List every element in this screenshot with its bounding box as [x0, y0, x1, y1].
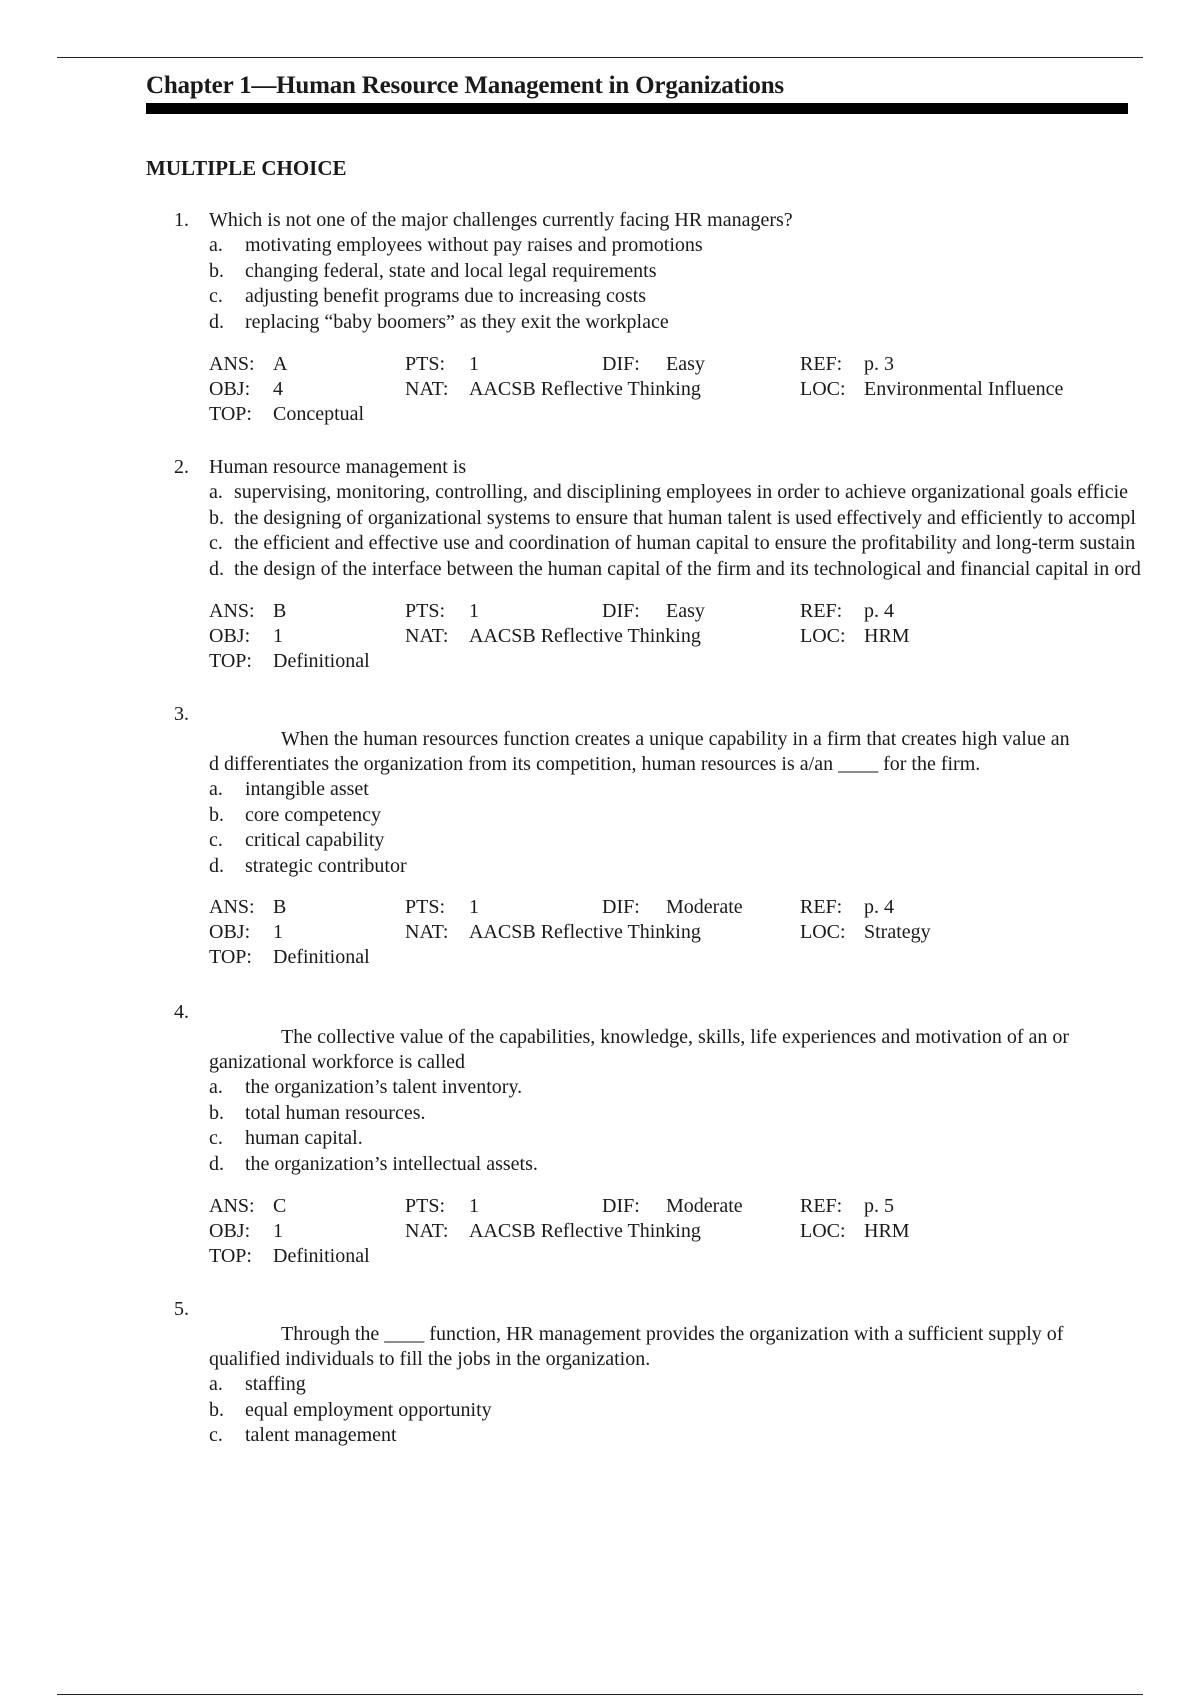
bottom-rule: [57, 1694, 1143, 1695]
meta-obj: OBJ: 4: [209, 378, 283, 400]
option-b: b. total human resources.: [209, 1101, 426, 1124]
meta-ans: ANS: B: [209, 600, 287, 622]
option-a: a. supervising, monitoring, controlling, and disciplining employees in order to achieve organizational goals efficie: [209, 481, 1129, 503]
meta-dif: DIF: Easy: [602, 600, 705, 622]
chapter-title: Chapter 1—Human Resource Management in Organizations: [146, 72, 784, 99]
option-c: c. talent management: [209, 1424, 397, 1446]
meta-ans: ANS: B: [209, 896, 287, 918]
meta-obj: OBJ: 1: [209, 1220, 283, 1242]
option-b: b. changing federal, state and local legal requirements: [209, 259, 657, 282]
question-number: 1.: [174, 209, 189, 231]
answer-metadata: [209, 599, 1159, 679]
option-d: d. replacing “baby boomers” as they exit the workplace: [209, 310, 669, 333]
meta-ans: ANS: A: [209, 353, 288, 375]
meta-ref: REF: p. 3: [800, 353, 894, 375]
meta-obj: OBJ: 1: [209, 625, 283, 647]
meta-ref: REF: p. 4: [800, 896, 894, 918]
meta-nat: NAT: AACSB Reflective Thinking: [405, 1220, 701, 1242]
answer-options: [209, 1075, 1200, 1177]
meta-pts: PTS: 1: [405, 1195, 479, 1217]
meta-pts: PTS: 1: [405, 896, 479, 918]
answer-metadata: [209, 895, 1159, 975]
meta-nat: NAT: AACSB Reflective Thinking: [405, 921, 701, 943]
meta-nat: NAT: AACSB Reflective Thinking: [405, 378, 701, 400]
meta-ref: REF: p. 4: [800, 600, 894, 622]
option-b: b. equal employment opportunity: [209, 1398, 492, 1421]
meta-top: TOP: Definitional: [209, 946, 370, 968]
question-text: Human resource management is: [209, 456, 467, 478]
meta-ref: REF: p. 5: [800, 1195, 894, 1217]
option-b: b. the designing of organizational systems to ensure that human talent is used effectively and efficiently to accompl: [209, 506, 1136, 529]
top-rule: [57, 57, 1143, 58]
meta-top: TOP: Definitional: [209, 650, 370, 672]
answer-options: [209, 1372, 1200, 1449]
option-c: c. adjusting benefit programs due to increasing costs: [209, 285, 647, 307]
option-a: a. intangible asset: [209, 778, 369, 800]
meta-loc: LOC: Strategy: [800, 921, 931, 943]
question-text: Through the ____ function, HR management provides the organization with a sufficient supply of qualified individuals to fill the jobs in the organization.: [209, 1323, 1064, 1370]
meta-top: TOP: Conceptual: [209, 403, 365, 425]
meta-pts: PTS: 1: [405, 353, 479, 375]
answer-metadata: [209, 1194, 1159, 1274]
meta-pts: PTS: 1: [405, 600, 479, 622]
option-a: a. motivating employees without pay raises and promotions: [209, 234, 703, 256]
meta-dif: DIF: Easy: [602, 353, 705, 375]
option-b: b. core competency: [209, 803, 382, 826]
option-c: c. the efficient and effective use and coordination of human capital to ensure the profitability and long-term sustain: [209, 532, 1136, 554]
answer-options: [209, 233, 1200, 335]
meta-dif: DIF: Moderate: [602, 1195, 743, 1217]
option-d: d. the organization’s intellectual assets.: [209, 1152, 538, 1175]
question-number: 4.: [174, 1001, 189, 1023]
meta-nat: NAT: AACSB Reflective Thinking: [405, 625, 701, 647]
meta-top: TOP: Definitional: [209, 1245, 370, 1267]
meta-loc: LOC: HRM: [800, 1220, 910, 1242]
answer-options: [209, 480, 1200, 582]
meta-loc: LOC: Environmental Influence: [800, 378, 1064, 400]
option-c: c. critical capability: [209, 829, 385, 851]
meta-ans: ANS: C: [209, 1195, 287, 1217]
meta-dif: DIF: Moderate: [602, 896, 743, 918]
option-d: d. the design of the interface between the human capital of the firm and its technological and financial capital in ord: [209, 557, 1141, 580]
meta-obj: OBJ: 1: [209, 921, 283, 943]
question-number: 2.: [174, 456, 189, 478]
title-underline-bar: [146, 103, 1128, 114]
meta-loc: LOC: HRM: [800, 625, 910, 647]
question-text: The collective value of the capabilities, knowledge, skills, life experiences and motivation of an or ganizational workforce is called: [209, 1026, 1070, 1073]
question-text: When the human resources function creates a unique capability in a firm that creates high value an d differentiates the organization from its competition, human resources is a/an ____ for the firm.: [209, 728, 1070, 775]
answer-metadata: [209, 352, 1159, 432]
answer-options: [209, 777, 1200, 879]
option-d: d. strategic contributor: [209, 854, 407, 877]
section-heading: MULTIPLE CHOICE: [146, 156, 347, 180]
option-a: a. staffing: [209, 1373, 306, 1395]
question-number: 3.: [174, 703, 189, 725]
question-text: Which is not one of the major challenges currently facing HR managers?: [209, 209, 793, 231]
question-number: 5.: [174, 1298, 189, 1320]
option-c: c. human capital.: [209, 1127, 363, 1149]
option-a: a. the organization’s talent inventory.: [209, 1076, 523, 1098]
